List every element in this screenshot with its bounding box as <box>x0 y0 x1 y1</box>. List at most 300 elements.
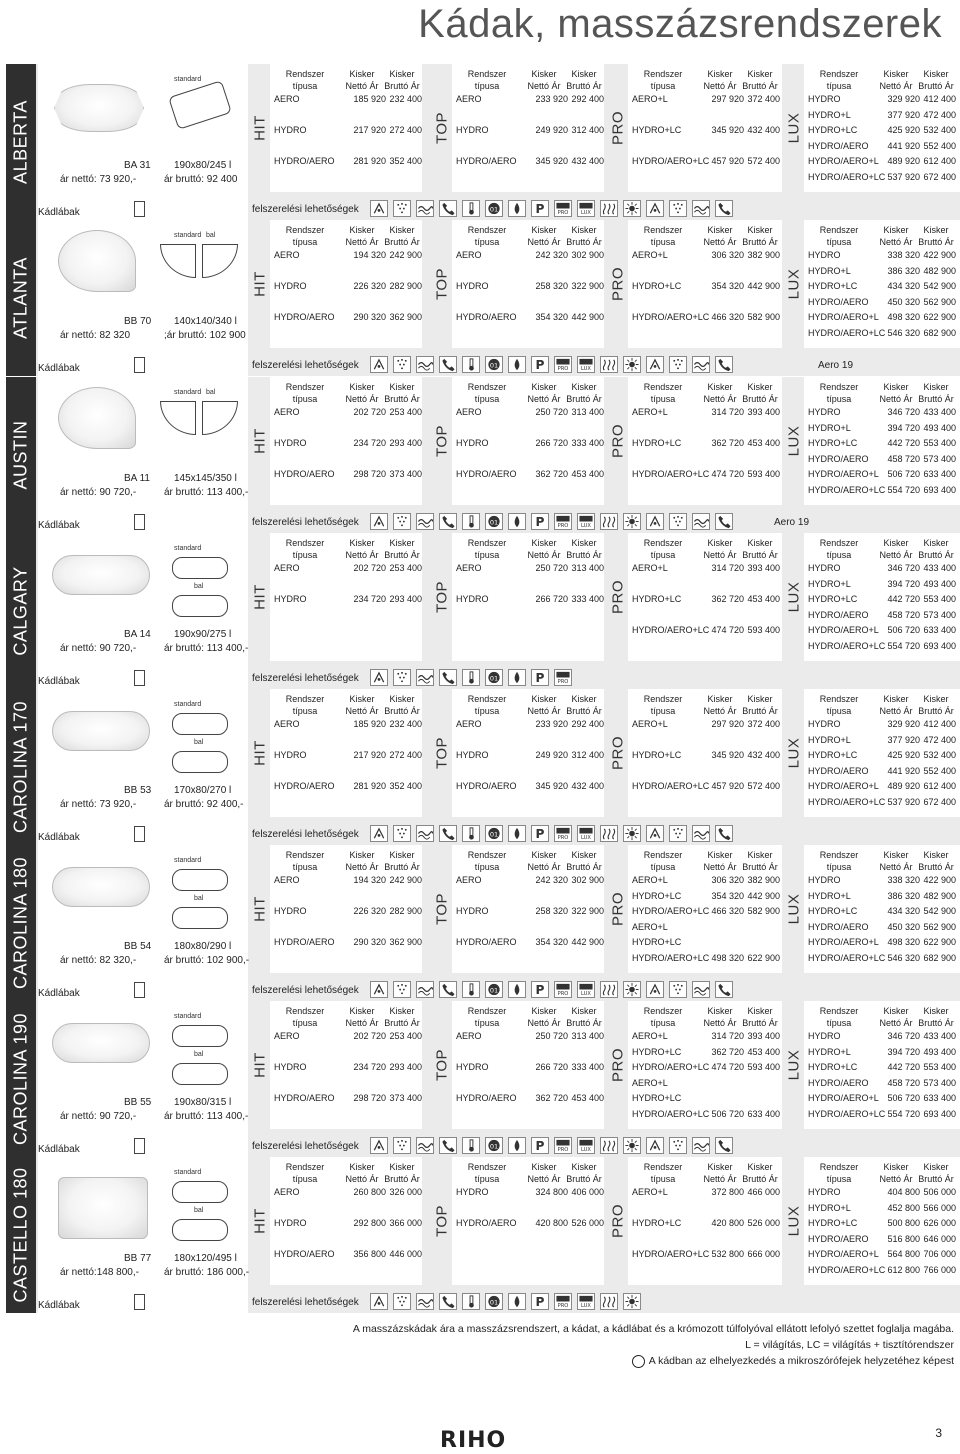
header-line1: Rendszer <box>819 1006 859 1016</box>
system-type: HYDRO+LC <box>632 281 682 291</box>
net-price: 386 320 <box>887 265 920 276</box>
header-line2: Bruttó Ár <box>384 394 420 404</box>
table-header <box>876 68 916 92</box>
product-dimensions: 140x140/340 l <box>174 316 237 327</box>
lcd-lux-icon <box>577 981 595 998</box>
system-type: HYDRO+L <box>808 734 851 745</box>
spray-icon <box>393 200 411 217</box>
jet-icon <box>370 200 388 217</box>
category-label <box>786 220 802 348</box>
header-line2: típusa <box>292 237 318 247</box>
header-line2: típusa <box>292 550 318 560</box>
header-line1: Kisker <box>707 1162 733 1172</box>
category-name: TOP <box>433 1048 451 1082</box>
table-header <box>876 1161 916 1185</box>
net-price: 345 920 <box>711 125 744 135</box>
number-icon <box>485 1293 503 1310</box>
category-name: PRO <box>609 1047 627 1083</box>
product-info <box>38 689 248 845</box>
svg-text:P: P <box>535 671 545 685</box>
header-line2: típusa <box>474 706 500 716</box>
net-price: 498 320 <box>887 937 920 947</box>
wave-icon <box>692 356 710 373</box>
standard-label: standard <box>174 701 202 708</box>
header-line2: típusa <box>474 81 500 91</box>
net-price: 466 320 <box>711 906 744 916</box>
header-line2: Nettó Ár <box>703 550 737 560</box>
system-type: HYDRO/AERO+L <box>808 1249 879 1259</box>
spray-icon <box>669 981 687 998</box>
system-type: HYDRO/AERO+L <box>808 156 879 166</box>
jet-icon <box>370 825 388 842</box>
section-name-bar <box>6 533 36 689</box>
layout-diagram-bal <box>172 1219 228 1241</box>
net-price: 281 920 <box>353 156 386 166</box>
category-top <box>434 689 604 817</box>
category-name: HIT <box>251 428 269 454</box>
tub-photo <box>58 1177 148 1239</box>
category-name: PRO <box>609 579 627 615</box>
bal-label: bal <box>206 232 216 239</box>
jet-icon <box>370 981 388 998</box>
header-line1: Kisker <box>389 69 415 79</box>
system-type: HYDRO/AERO <box>274 1249 335 1259</box>
smiley-icon <box>632 1355 645 1368</box>
header-line2: típusa <box>292 706 318 716</box>
header-line2: típusa <box>650 394 676 404</box>
gross-price: 552 400 <box>923 140 956 151</box>
price-table <box>804 1001 960 1129</box>
table-header <box>876 224 916 248</box>
net-price: 290 320 <box>353 937 386 947</box>
net-price: 394 720 <box>887 1046 920 1057</box>
net-price: 306 320 <box>711 875 744 885</box>
net-price: 450 320 <box>887 921 920 932</box>
net-price: 498 320 <box>887 312 920 322</box>
header-line2: Bruttó Ár <box>918 706 954 716</box>
bath-leg-icon <box>134 514 145 530</box>
gross-price: 313 400 <box>571 1031 604 1041</box>
product-code: BB 53 <box>124 785 152 796</box>
category-name: PRO <box>609 266 627 302</box>
net-price: 441 920 <box>887 140 920 151</box>
header-line1: Rendszer <box>643 694 683 704</box>
system-type: AERO <box>274 94 300 104</box>
header-line1: Kisker <box>883 694 909 704</box>
footer-line-3-text: A kádban az elhelyezkedés a mikroszórófejek helyzetéhez képest <box>648 1355 954 1367</box>
gross-price: 646 000 <box>923 1233 956 1244</box>
net-price: 194 320 <box>353 875 386 885</box>
parking-icon <box>531 513 549 530</box>
product-section <box>6 1157 960 1313</box>
header-line2: típusa <box>826 706 852 716</box>
gross-price: 322 900 <box>571 906 604 916</box>
header-line1: Rendszer <box>819 850 859 860</box>
table-header <box>524 693 564 717</box>
header-line1: Kisker <box>389 694 415 704</box>
price-table <box>628 377 782 505</box>
section-name: CALGARY <box>10 566 31 656</box>
header-line2: Nettó Ár <box>879 1174 913 1184</box>
header-line2: Nettó Ár <box>879 1018 913 1028</box>
system-type: HYDRO <box>456 906 489 916</box>
wave-icon <box>416 1137 434 1154</box>
gross-price: 682 900 <box>923 952 956 963</box>
category-label <box>252 220 268 348</box>
header-line1: Kisker <box>923 382 949 392</box>
net-price: 217 920 <box>353 125 386 135</box>
system-type: AERO <box>274 563 300 573</box>
net-price: 489 920 <box>887 781 920 791</box>
wave-icon <box>692 825 710 842</box>
sun-icon <box>623 200 641 217</box>
table-header <box>270 224 340 248</box>
gross-price: 553 400 <box>923 1062 956 1072</box>
header-line1: Rendszer <box>643 69 683 79</box>
options-label: felszerelési lehetőségek <box>252 985 359 996</box>
gross-price: 433 400 <box>923 407 956 417</box>
system-type: AERO+L <box>632 719 668 729</box>
gross-price: 373 400 <box>389 1093 422 1103</box>
category-top <box>434 377 604 505</box>
table-header <box>876 537 916 561</box>
options-label: felszerelési lehetőségek <box>252 360 359 371</box>
layout-diagram-standard <box>172 869 228 891</box>
header-line2: Bruttó Ár <box>918 1018 954 1028</box>
header-line2: Bruttó Ár <box>742 862 778 872</box>
svg-text:01: 01 <box>489 205 499 214</box>
gross-price: 293 400 <box>389 594 422 604</box>
category-name: LUX <box>785 1049 803 1081</box>
net-price: 258 320 <box>535 281 568 291</box>
header-line2: Bruttó Ár <box>918 237 954 247</box>
product-code: BA 14 <box>124 629 151 640</box>
gross-price: 372 400 <box>747 94 780 104</box>
header-line2: típusa <box>826 237 852 247</box>
product-dimensions: 190x80/315 l <box>174 1097 232 1108</box>
header-line1: Rendszer <box>467 538 507 548</box>
layout-diagram-standard <box>160 401 196 435</box>
gross-price: 693 400 <box>923 1108 956 1119</box>
lcd-pro-icon <box>554 981 572 998</box>
table-header <box>524 381 564 405</box>
system-type: HYDRO+LC <box>632 750 682 760</box>
header-line1: Kisker <box>923 850 949 860</box>
table-header <box>524 224 564 248</box>
category-name: PRO <box>609 110 627 146</box>
header-line2: Bruttó Ár <box>384 81 420 91</box>
table-header <box>804 1005 874 1029</box>
category-name: TOP <box>433 736 451 770</box>
tub-photo <box>52 1023 150 1063</box>
gross-price: 362 900 <box>389 312 422 322</box>
system-type: HYDRO/AERO+LC <box>808 952 886 963</box>
header-line2: típusa <box>474 862 500 872</box>
category-name: LUX <box>785 737 803 769</box>
gross-price: 382 900 <box>747 250 780 260</box>
category-label <box>434 64 450 192</box>
table-header <box>524 1161 564 1185</box>
page-title: Kádak, masszázsrendszerek <box>418 2 942 46</box>
gross-price: 572 400 <box>747 156 780 166</box>
gross-price: 493 400 <box>923 1046 956 1057</box>
category-pro <box>610 64 782 192</box>
net-price: 500 800 <box>887 1218 920 1228</box>
header-line2: Nettó Ár <box>345 237 379 247</box>
category-label <box>434 845 450 973</box>
net-price: 458 720 <box>887 453 920 464</box>
header-line1: Kisker <box>571 694 597 704</box>
category-hit <box>252 1157 422 1285</box>
phone-icon <box>715 513 733 530</box>
jet-icon <box>646 825 664 842</box>
gross-price: 442 900 <box>571 937 604 947</box>
thermometer-icon <box>462 1137 480 1154</box>
section-name: ALBERTA <box>10 100 31 184</box>
gross-price: 232 400 <box>389 94 422 104</box>
net-price: 226 320 <box>353 906 386 916</box>
category-name: TOP <box>433 892 451 926</box>
header-line1: Kisker <box>531 1162 557 1172</box>
table-header <box>740 224 780 248</box>
gross-price: 333 400 <box>571 1062 604 1072</box>
header-line2: típusa <box>474 1174 500 1184</box>
sun-icon <box>623 825 641 842</box>
legs-label: Kádlábak <box>38 363 80 374</box>
gross-price: 493 400 <box>923 578 956 589</box>
gross-price: 333 400 <box>571 438 604 448</box>
svg-text:P: P <box>535 1139 545 1153</box>
header-line1: Rendszer <box>285 225 325 235</box>
wave-icon <box>692 1137 710 1154</box>
header-line2: Nettó Ár <box>527 862 561 872</box>
gross-price: 482 900 <box>923 265 956 276</box>
header-line1: Kisker <box>883 538 909 548</box>
system-type: HYDRO/AERO <box>808 765 869 776</box>
header-line1: Kisker <box>747 850 773 860</box>
net-price: 338 320 <box>887 250 920 260</box>
parking-icon <box>531 825 549 842</box>
system-type: HYDRO+L <box>808 109 851 120</box>
table-header <box>700 849 740 873</box>
gross-price: 573 400 <box>923 1077 956 1088</box>
header-line2: Bruttó Ár <box>566 237 602 247</box>
jet-icon <box>646 1137 664 1154</box>
net-price: 546 320 <box>887 327 920 338</box>
table-header <box>270 693 340 717</box>
header-line1: Kisker <box>531 382 557 392</box>
system-type: HYDRO+L <box>808 1202 851 1213</box>
options-label: felszerelési lehetőségek <box>252 517 359 528</box>
spray-icon <box>669 825 687 842</box>
header-line2: típusa <box>292 1018 318 1028</box>
tub-photo <box>52 711 150 751</box>
category-name: HIT <box>251 896 269 922</box>
price-table <box>270 689 422 817</box>
gross-price: 572 400 <box>747 781 780 791</box>
spray-icon <box>393 825 411 842</box>
table-header <box>524 849 564 873</box>
phone-icon <box>439 1293 457 1310</box>
net-price: 249 920 <box>535 125 568 135</box>
layout-diagram-bal <box>202 401 238 435</box>
net-price: 345 920 <box>535 781 568 791</box>
product-info <box>38 1001 248 1157</box>
header-line1: Kisker <box>923 1006 949 1016</box>
bath-leg-icon <box>134 357 145 373</box>
wave-icon <box>692 981 710 998</box>
thermometer-icon <box>462 669 480 686</box>
net-price: 185 920 <box>353 94 386 104</box>
price-net: ár nettó: 73 920,- <box>60 174 137 185</box>
header-line2: Nettó Ár <box>703 1174 737 1184</box>
drop-icon <box>508 981 526 998</box>
gross-price: 372 400 <box>747 719 780 729</box>
svg-text:PRO: PRO <box>557 210 569 216</box>
layout-diagram-bal <box>172 595 228 617</box>
category-label <box>786 1157 802 1285</box>
layout-diagram-bal <box>172 751 228 773</box>
category-label <box>610 1001 626 1129</box>
net-price: 217 920 <box>353 750 386 760</box>
jet-icon <box>370 1293 388 1310</box>
system-type: HYDRO/AERO <box>808 296 869 307</box>
header-line1: Kisker <box>923 1162 949 1172</box>
header-line1: Kisker <box>571 225 597 235</box>
wave-icon <box>416 200 434 217</box>
gross-price: 633 400 <box>923 625 956 635</box>
system-type: HYDRO <box>808 94 841 104</box>
system-type: HYDRO/AERO <box>274 1093 335 1103</box>
svg-text:P: P <box>535 515 545 529</box>
category-top <box>434 64 604 192</box>
header-line1: Kisker <box>707 225 733 235</box>
gross-price: 532 400 <box>923 750 956 760</box>
jet-icon <box>370 669 388 686</box>
svg-text:PRO: PRO <box>557 679 569 685</box>
svg-text:LUX: LUX <box>581 366 591 372</box>
wave-icon <box>692 513 710 530</box>
net-price: 250 720 <box>535 563 568 573</box>
footer-line-1: A masszázskádak ára a masszázsrendszert, a kádat, a kádlábat és a krómozott túlfolyóval ellátott lefolyó szettet foglalja magába. <box>352 1323 954 1335</box>
system-type: HYDRO+LC <box>808 594 858 604</box>
header-line2: típusa <box>474 237 500 247</box>
price-net: ár nettó: 90 720,- <box>60 643 137 654</box>
lcd-pro-icon <box>554 825 572 842</box>
gross-price: 362 900 <box>389 937 422 947</box>
header-line2: Bruttó Ár <box>742 1018 778 1028</box>
header-line2: Bruttó Ár <box>918 550 954 560</box>
table-header <box>628 693 698 717</box>
spray-icon <box>393 981 411 998</box>
category-label <box>434 533 450 661</box>
header-line1: Kisker <box>747 1162 773 1172</box>
table-header <box>452 1161 522 1185</box>
header-line1: Kisker <box>923 694 949 704</box>
header-line2: Bruttó Ár <box>742 394 778 404</box>
legs-label: Kádlábak <box>38 988 80 999</box>
number-icon <box>485 356 503 373</box>
header-line2: Nettó Ár <box>345 394 379 404</box>
net-price: 498 320 <box>711 952 744 963</box>
net-price: 372 800 <box>711 1187 744 1197</box>
sun-icon <box>623 1293 641 1310</box>
net-price: 324 800 <box>535 1187 568 1197</box>
system-type: HYDRO <box>274 125 307 135</box>
svg-text:LUX: LUX <box>581 210 591 216</box>
system-type: HYDRO+LC <box>632 937 682 947</box>
price-table <box>628 1157 782 1285</box>
options-label: felszerelési lehetőségek <box>252 1297 359 1308</box>
category-pro <box>610 845 782 973</box>
net-price: 362 720 <box>711 1046 744 1057</box>
system-type: AERO <box>456 719 482 729</box>
net-price: 234 720 <box>353 594 386 604</box>
category-label <box>610 220 626 348</box>
page-number: 3 <box>935 1426 942 1440</box>
product-code: BB 54 <box>124 941 152 952</box>
table-header <box>876 849 916 873</box>
gross-price: 272 400 <box>389 750 422 760</box>
net-price: 329 920 <box>887 94 920 104</box>
header-line1: Kisker <box>571 1006 597 1016</box>
gross-price: 542 900 <box>923 906 956 916</box>
net-price: 297 920 <box>711 94 744 104</box>
system-type: AERO <box>274 250 300 260</box>
header-line1: Kisker <box>883 850 909 860</box>
header-line2: Nettó Ár <box>345 81 379 91</box>
product-section <box>6 1001 960 1157</box>
net-price: 425 920 <box>887 750 920 760</box>
table-header <box>382 68 422 92</box>
bal-label: bal <box>194 1207 204 1214</box>
price-gross: ár bruttó: 113 400,- <box>164 1111 249 1122</box>
svg-text:01: 01 <box>489 518 499 527</box>
net-price: 242 320 <box>535 250 568 260</box>
header-line1: Kisker <box>349 850 375 860</box>
wave-icon <box>416 825 434 842</box>
header-line2: típusa <box>474 1018 500 1028</box>
section-name: ATLANTA <box>10 257 31 339</box>
gross-price: 382 900 <box>747 875 780 885</box>
category-lux <box>786 1001 960 1129</box>
header-line1: Kisker <box>571 1162 597 1172</box>
gross-price: 293 400 <box>389 438 422 448</box>
header-line1: Kisker <box>923 69 949 79</box>
net-price: 506 720 <box>711 1108 744 1119</box>
jet-icon <box>370 513 388 530</box>
footer-notes <box>353 1321 954 1369</box>
system-type: HYDRO <box>808 1031 841 1041</box>
category-label <box>434 1157 450 1285</box>
header-line2: Nettó Ár <box>345 862 379 872</box>
gross-price: 453 400 <box>747 438 780 448</box>
net-price: 420 800 <box>535 1218 568 1228</box>
lcd-pro-icon <box>554 200 572 217</box>
table-header <box>804 537 874 561</box>
net-price: 474 720 <box>711 625 744 635</box>
header-line2: Nettó Ár <box>879 394 913 404</box>
table-header <box>270 537 340 561</box>
header-line2: Nettó Ár <box>527 81 561 91</box>
gross-price: 706 000 <box>923 1249 956 1259</box>
category-name: HIT <box>251 115 269 141</box>
system-type: HYDRO/AERO+LC <box>808 327 886 338</box>
system-type: HYDRO <box>456 1187 489 1197</box>
system-type: AERO <box>274 875 300 885</box>
lcd-pro-icon <box>554 669 572 686</box>
net-price: 314 720 <box>711 1031 744 1041</box>
